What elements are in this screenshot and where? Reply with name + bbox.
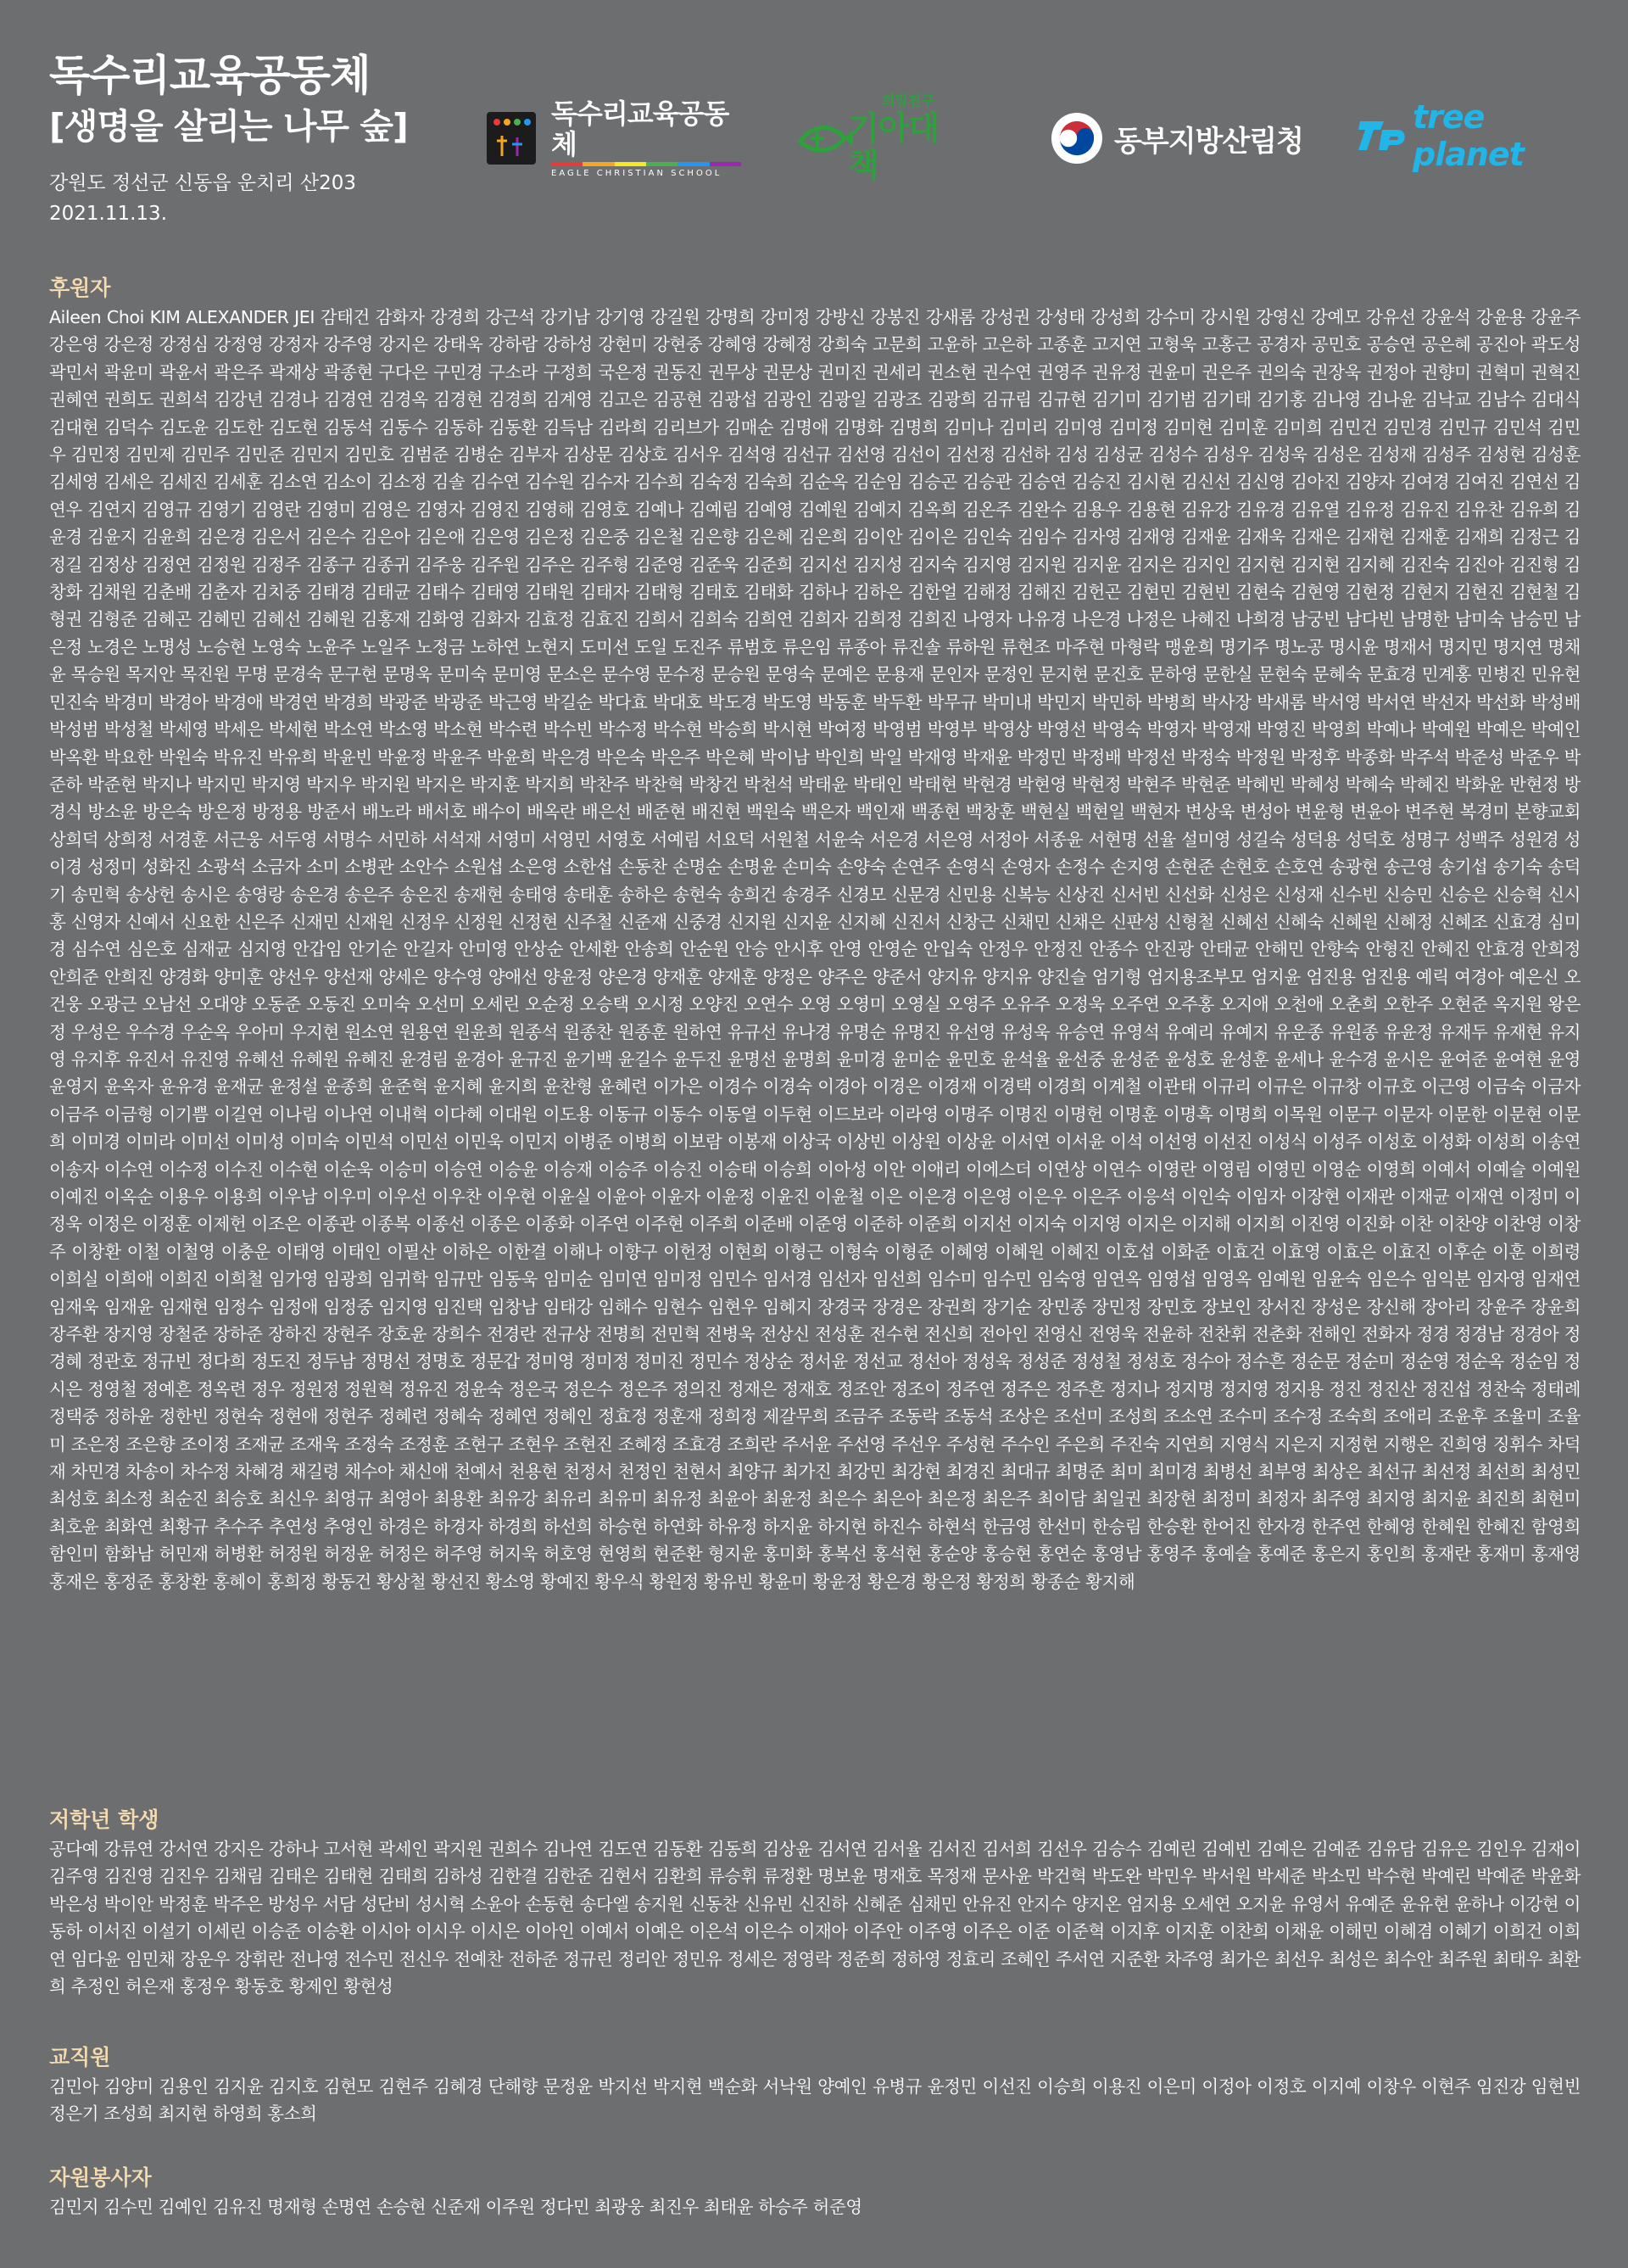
treeplanet-logo [1358,98,1592,173]
staff-list: 김민아 김양미 김용인 김지윤 김지호 김현모 김현주 김혜경 단해향 문정윤 박지선 박지현 백순화 서낙원 양예인 유병규 윤정민 이선진 이승희 이용진 이은미 이정아 이정호 이지예 이창우 이현주 임진강 임현빈 정은기 조성희 최지현 하영희 홍소희 [49,2076,1581,2125]
address: 강원도 정선군 신동읍 운치리 산203 [49,172,356,194]
students-list: 공다예 강류연 강서연 강지은 강하나 고서현 곽세인 곽지원 권희수 김나연 김도연 김동환 김동희 김상윤 김서연 김서율 김서진 김서희 김선우 김승수 김예린 김예빈 김예은 김예준 김유담 김유은 김인우 김재이 김주영 김진영 김진우 김채림 김태은 김태현 김태희 김하성 김한결 김한준 김현서 김환희 류승휘 류정환 명보윤 명재호 목정재 문사윤 박건혁 박도완 박민우 박서원 박세준 박소민 박수현 박예린 박예준 박윤화 박은성 박이안 박정훈 박주은 방성우 서담 성단비 성시혁 소윤아 손동현 송다엘 송지원 신동찬 신유빈 신진하 신혜준 심채민 안유진 안지수 양지온 엄지용 오세연 오지윤 유영서 유예준 윤유현 윤하나 이강현 이동하 이서진 이설기 이세린 이승준 이승환 이시아 이시우 이시은 이아인 이예서 이예은 이은석 이은수 이재아 이주안 이주영 이주은 이준 이준혁 이지후 이지훈 이찬희 이채윤 이해민 이혜겸 이혜기 이희건 이희연 임다윤 임민채 장운우 장휘란 전나영 전수민 전신우 전예찬 전하준 정규린 정리안 정민유 정세은 정영락 정준희 정하영 정효리 조혜인 주서연 지준환 차주영 최가은 최선우 최성은 최수안 최주원 최태우 최환희 추정인 허은재 홍정우 황동호 황제인 황현성 [49,1839,1581,1997]
eagle-school-logo [487,97,741,178]
staff-section [49,2044,1581,2128]
donors-title: 후원자 [49,276,111,300]
donors-section [49,275,1581,1595]
event-date: 2021.11.13. [49,203,167,225]
kfhi-text [848,92,965,184]
forest-service-name: 동부지방산림청 [1114,124,1303,159]
eagle-text [551,98,741,179]
kfhi-name: 기아대책 [848,109,939,184]
volunteers-title: 자원봉사자 [49,2165,152,2190]
staff-title: 교직원 [49,2045,111,2070]
kfhi-tagline: 희망친구 [882,92,934,109]
donors-list: Aileen Choi KIM ALEXANDER JEI 감태건 감화자 강경희 강근석 강기남 강기영 강길원 강명희 강미정 강방신 강봉진 강새롬 강성권 강성태 강성희 강수미 강시원 강영신 강예모 강유선 강윤석 강윤용 강윤주 강은영 강은정 강정심 강정영 강정자 강주영 강지은 강태욱 강하람 강하성 강현미 강현중 강혜영 강혜정 강희숙 고문희 고윤하 고은하 고종훈 고지연 고형욱 고홍근 공경자 공민호 공승연 공은혜 공진아 곽도성 곽민서 곽윤미 곽윤서 곽은주 곽재상 곽종현 구다은 구민경 구소라 구정희 국은정 권동진 권무상 권문상 권미진 권세리 권소현 권수연 권영주 권유정 권윤미 권은주 권의숙 권장욱 권정아 권향미 권혁미 권혁진 권혜연 권희도 권희석 김강년 김경나 김경연 김경옥 김경현 김경희 김계영 김고은 김공현 김광섭 김광인 김광일 김광조 김광희 김규림 김규현 김기미 김기범 김기태 김기홍 김나영 김나윤 김낙교 김남수 김대식 김대현 김덕수 김도윤 김도한 김도현 김동석 김동수 김동하 김동환 김득남 김라희 김리브가 김매순 김명애 김명화 김명희 김미나 김미리 김미영 김미정 김미현 김미훈 김미희 김민건 김민경 김민규 김민석 김민우 김민정 김민제 김민주 김민준 김민지 김민호 김범준 김병순 김부자 김상문 김상호 김서우 김석영 김선규 김선영 김선이 김선정 김선하 김성 김성균 김성수 김성우 김성욱 김성은 김성재 김성주 김성현 김성훈 김세영 김세은 김세진 김세훈 김소연 김소이 김소정 김솔 김수연 김수원 김수자 김수희 김숙정 김숙희 김순옥 김순임 김승곤 김승관 김승연 김승진 김시현 김신선 김신영 김아진 김양자 김여경 김여진 김연선 김연우 김연지 김영규 김영기 김영란 김영미 김영은 김영자 김영진 김영해 김영호 김예나 김예림 김예영 김예원 김예지 김옥희 김온주 김완수 김용우 김용현 김유강 김유경 김유열 김유정 김유진 김유찬 김유희 김윤경 김윤지 김윤희 김은경 김은서 김은수 김은아 김은애 김은영 김은정 김은중 김은철 김은향 김은혜 김은희 김이안 김이은 김인숙 김임수 김자영 김재영 김재윤 김재욱 김재은 김재현 김재훈 김재희 김정근 김정길 김정상 김정연 김정원 김정주 김종구 김종귀 김주웅 김주원 김주은 김주형 김준영 김준욱 김준희 김지선 김지성 김지숙 김지영 김지원 김지윤 김지은 김지인 김지현 김지현 김지혜 김진숙 김진아 김진형 김창화 김채원 김춘배 김춘자 김치중 김태경 김태균 김태수 김태영 김태원 김태자 김태형 김태호 김태화 김하나 김하은 김한얼 김해정 김해진 김헌곤 김현민 김현빈 김현숙 김현영 김현정 김현지 김현진 김현철 김형권 김형준 김혜곤 김혜민 김혜선 김혜원 김홍재 김화영 김화자 김효정 김효진 김희서 김희숙 김희연 김희자 김희정 김희진 나영자 나유경 나은경 나정은 나혜진 나희경 남궁빈 남다빈 남명한 남미숙 남승민 남은정 노경은 노명성 노승현 노영숙 노윤주 노일주 노정금 노하연 노현지 도미선 도일 도진주 류범호 류은임 류종아 류진솔 류하원 류현조 마주현 마형락 맹윤희 명기주 명노공 명시윤 명재서 명지민 명지연 명채윤 목승원 목지안 목진원 무명 문경숙 문구현 문명욱 문미숙 문미영 문소은 문수영 문수정 문승원 문영숙 문예은 문용재 문인자 문정인 문지현 문진호 문하영 문한실 문현숙 문혜숙 문효경 민계홍 민병진 민유현 민진숙 박경미 박경아 박경애 박경연 박경희 박광준 박광준 박근영 박길순 박다효 박대호 박도경 박도영 박동훈 박두환 박무규 박미내 박민지 박민하 박병희 박사장 박새롬 박서영 박서연 박선자 박선화 박성배 박성범 박성철 박세영 박세은 박세현 박소연 박소영 박소현 박수련 박수빈 박수정 박수현 박승희 박시현 박여정 박영범 박영부 박영상 박영선 박영숙 박영자 박영재 박영진 박영희 박예나 박예원 박예은 박예인 박옥환 박요한 박원숙 박유진 박유희 박윤빈 박윤정 박윤주 박윤희 박은경 박은숙 박은주 박은혜 박이남 박인희 박일 박재영 박재윤 박정민 박정배 박정선 박정숙 박정원 박정후 박종화 박주석 박준성 박준우 박준하 박준현 박지나 박지민 박지영 박지우 박지원 박지은 박지훈 박지희 박찬주 박찬혁 박창건 박천석 박태윤 박태인 박태현 박현경 박현영 박현정 박현주 박현준 박혜빈 박혜성 박혜숙 박혜진 박화윤 반현정 방경식 방소윤 방은숙 방은정 방정용 방준서 배노라 배서호 배수이 배옥란 배은선 배준현 배진현 백원숙 백은자 백인재 백종현 백창훈 백현실 백현일 백현자 변상욱 변성아 변윤형 변윤아 변주현 복경미 본향교회 상희덕 상희정 서경훈 서근웅 서두영 서명수 서민하 서석재 서영미 서영민 서영호 서예림 서요덕 서원철 서윤숙 서은경 서은영 서정아 서종윤 서현명 선율 설미영 성길숙 성덕용 성덕호 성명구 성백주 성원경 성이경 성정미 성화진 소광석 소금자 소미 소병관 소안수 소원섭 소은영 소한섭 손동찬 손명순 손명윤 손미숙 손양숙 손연주 손영식 손영자 손정수 손지영 손현준 손현호 손호연 송광현 송근영 송기섭 송기숙 송덕기 송민혁 송상헌 송시은 송영랑 송은경 송은주 송은진 송재현 송태영 송태훈 송하은 송현숙 송희건 송경주 신경모 신문경 신민용 신복능 신상진 신서빈 신선화 신성은 신성재 신수빈 신승민 신승은 신승혁 신시홍 신영자 신예서 신요한 신은주 신재민 신재원 신정우 신정원 신정현 신주철 신준재 신중경 신지원 신지윤 신지혜 신진서 신창근 신채민 신채은 신판성 신형철 신혜선 신혜숙 신혜원 신혜정 신혜조 신효경 심미경 심수연 심은호 심재균 심지영 안갑임 안기순 안길자 안미영 안상순 안세환 안송희 안순원 안승 안시후 안영 안영순 안입숙 안정우 안정진 안종수 안진광 안태균 안해민 안향숙 안형진 안혜진 안효경 안희정 안희준 안희진 양경화 양미훈 양선우 양선재 양세은 양수영 양애선 양윤정 양은경 양재훈 양재훈 양정은 양주은 양준서 양지유 양지유 양진슬 엄기형 엄지용조부모 엄지윤 엄진용 엄진용 예릭 여경아 예은신 오건웅 오광근 오남선 오대양 오동준 오동진 오미숙 오선미 오세린 오순정 오승택 오시정 오양진 오연수 오영 오영미 오영실 오영주 오유주 오정욱 오주연 오주홍 오지애 오천애 오춘희 오한주 오현준 옥지원 왕은정 우성은 우수경 우순옥 우아미 우지현 원소연 원용연 원윤희 원종석 원종찬 원종훈 원하연 유규선 유나경 유명순 유명진 유선영 유성욱 유승연 유영석 유예리 유예지 유운종 유원종 유윤정 유재두 유재현 유지영 유지후 유진서 유진영 유혜선 유혜원 유혜진 윤경림 윤경아 윤규진 윤기백 윤길수 윤두진 윤명선 윤명희 윤미경 윤미순 윤민호 윤석율 윤선중 윤성준 윤성호 윤성훈 윤세나 윤수경 윤시은 윤여준 윤여현 윤영 윤영지 윤옥자 윤유경 윤재균 윤정설 윤종희 윤준혁 윤지혜 윤지희 윤찬형 윤혜련 이가은 이경수 이경숙 이경아 이경은 이경재 이경택 이경희 이계철 이관태 이규리 이규은 이규창 이규호 이근영 이금숙 이금자 이금주 이금형 이기쁨 이길연 이나림 이나연 이내혁 이다혜 이대원 이도용 이동규 이동수 이동열 이두현 이드보라 이라영 이명주 이명진 이명헌 이명훈 이명흑 이명희 이목원 이문구 이문자 이문한 이문현 이문희 이미경 이미라 이미선 이미성 이미숙 이민석 이민선 이민욱 이민지 이병준 이병희 이보람 이봉재 이상국 이상빈 이상원 이상윤 이서연 이서윤 이석 이선영 이선진 이성식 이성주 이성호 이성화 이성희 이송연 이송자 이수연 이수정 이수진 이수현 이순욱 이승미 이승연 이승윤 이승재 이승주 이승진 이승태 이승희 이아성 이안 이애리 이에스더 이연상 이연수 이영란 이영림 이영민 이영순 이영희 이예서 이예슬 이예원 이예진 이옥순 이용우 이용희 이우남 이우미 이우선 이우찬 이우현 이윤실 이윤아 이윤자 이윤정 이윤진 이윤철 이은 이은경 이은영 이은우 이은주 이응석 이인숙 이임자 이장현 이재관 이재균 이재연 이정미 이정욱 이정은 이정훈 이제헌 이조은 이종관 이종복 이종선 이종은 이종화 이주연 이주현 이주희 이준배 이준영 이준하 이준희 이지선 이지숙 이지영 이지은 이지해 이지희 이진영 이진화 이찬 이찬양 이찬영 이창주 이창환 이철 이철영 이충운 이태영 이태인 이필산 이하은 이한결 이해나 이향구 이헌정 이현희 이형근 이형숙 이형준 이혜영 이혜원 이혜진 이호섭 이화준 이효건 이효영 이효은 이효진 이후순 이훈 이희령 이희실 이희애 이희진 이희철 임가영 임광희 임귀학 임규만 임동욱 임미순 임미연 임미정 임민수 임서경 임선자 임선희 임수미 임수민 임숙영 임연옥 임영섭 임영옥 임예원 임윤숙 임은수 임익분 임자영 임재연 임재욱 임재윤 임재현 임정수 임정애 임정중 임지영 임진택 임창남 임태강 임해수 임현수 임현우 임혜지 장경국 장경은 장권희 장기순 장민종 장민정 장민호 장보인 장서진 장성은 장신해 장아리 장윤주 장윤희 장주환 장지영 장철준 장하준 장하진 장현주 장호윤 장희수 전경란 전규상 전명희 전민혁 전병욱 전상신 전성훈 전수현 전신희 전아인 전영신 전영욱 전윤하 전찬휘 전춘화 전해인 전화자 정경 정경남 정경아 정경혜 정관호 정규빈 정다희 정도진 정두남 정명선 정명호 정문갑 정미영 정미정 정미진 정민수 정상순 정서윤 정선교 정선아 정성욱 정성준 정성철 정성호 정수아 정수흔 정순문 정순미 정순영 정순옥 정순임 정시은 정영철 정예흔 정옥련 정우 정원정 정원혁 정유진 정윤숙 정은국 정은수 정은주 정의진 정재은 정재호 정조안 정조이 정주연 정주은 정주흔 정지나 정지명 정지영 정지용 정진 정진산 정진섭 정찬숙 정태례 정택중 정하윤 정한빈 정현숙 정현애 정현주 정혜련 정혜숙 정혜연 정혜인 정효정 정훈재 정희정 제갈무희 조금주 조동락 조동석 조상은 조선미 조성희 조소연 조수미 조수정 조숙희 조애리 조윤후 조율미 조율미 조은정 조은향 조이정 조재균 조재욱 조정숙 조정훈 조현구 조현우 조현진 조혜정 조효경 조희란 주서윤 주선영 주선우 주성현 주수인 주은희 주진숙 지연희 지영식 지은지 지정현 지행은 진희영 징휘수 차덕재 차민경 차송이 차수정 차혜경 채길령 채수아 채신애 천예서 천용현 천정서 천정인 천현서 최양규 최가진 최강민 최강현 최경진 최대규 최명준 최미 최미경 최병선 최부영 최상은 최선규 최선정 최선희 최성민 최성호 최소정 최순진 최승호 최신우 최영규 최영아 최용환 최유강 최유리 최유미 최유정 최윤아 최윤정 최은수 최은아 최은정 최은주 최이담 최일권 최장현 최정미 최정자 최주영 최지영 최지윤 최진희 최현미 최호윤 최화연 최황규 추수주 추연성 추영인 하경은 하경자 하경희 하선희 하승현 하연화 하유정 하지윤 하지현 하진수 하현석 한금영 한선미 한승림 한승환 한어진 한자경 한주연 한혜영 한혜원 한혜진 함영희 함인미 함화남 허민재 허병환 허정원 허정윤 허정은 허주영 허지욱 허호영 현영희 현준환 형지윤 홍미화 홍복선 홍석현 홍순양 홍승현 홍연순 홍영남 홍영주 홍예슬 홍예준 홍은지 홍인희 홍재란 홍재미 홍재영 홍재은 홍정준 홍창환 홍혜이 홍희정 황동건 황상철 황선진 황소영 황예진 황우식 황원정 황유빈 황윤미 황윤정 황은경 황은정 황정희 황종순 황지해 [49,307,1581,1592]
eagle-emblem-icon [487,112,536,165]
volunteers-section [49,2165,1581,2221]
eagle-subtitle: EAGLE CHRISTIAN SCHOOL [551,168,722,178]
title-block [49,49,448,227]
kfhi-logo [795,92,965,184]
eagle-color-bars [551,162,741,166]
volunteers-list: 김민지 김수민 김예인 김유진 명재형 손명연 손승현 신준재 이주원 정다민 최광웅 최진우 최태윤 하승주 허준영 [49,2197,862,2217]
students-section [49,1807,1581,2000]
sponsor-logos [438,92,1592,193]
header [49,49,1592,236]
eagle-name: 독수리교육공동체 [551,97,729,160]
students-title: 저학년 학생 [49,1807,159,1832]
page-title: 독수리교육공동체 [49,51,371,100]
forest-service-logo [1050,109,1313,168]
fish-icon [795,113,855,164]
page-subtitle: [생명을 살리는 나무 숲] [49,106,408,147]
treeplanet-name: tree planet [1413,98,1524,173]
treeplanet-mark-icon [1358,116,1408,155]
taegeuk-icon [1050,111,1104,165]
